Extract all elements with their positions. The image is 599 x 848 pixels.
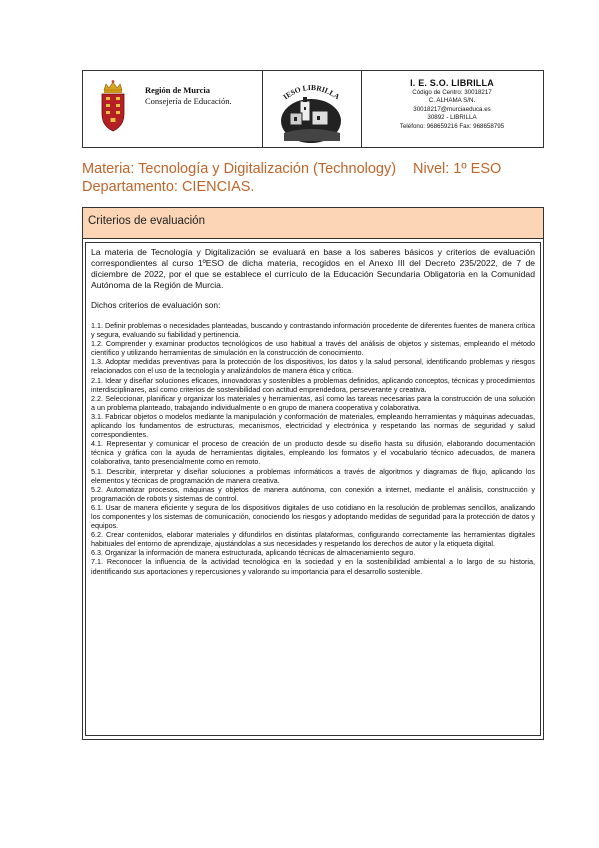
school-name: I. E. S.O. LIBRILLA [410, 78, 494, 88]
criteria-section-header [82, 207, 544, 239]
criterion-item: 5.2. Automatizar procesos, máquinas y objetos de manera autónoma, con conexión a internet, mediante el análisis, construcción y programación de robots y sistemas de control. [91, 484, 535, 503]
svg-text:IESO LIBRILLA [281, 83, 341, 102]
subject-level: Nivel: 1º ESO [413, 161, 502, 177]
region-name: Región de Murcia [145, 85, 211, 95]
school-logo-text: IESO LIBRILLA [281, 82, 342, 102]
school-address: C. ALHAMA S/N. [428, 97, 476, 105]
document-header [82, 70, 544, 148]
subject-heading [82, 160, 502, 196]
subject-department: Departamento: CIENCIAS. [82, 179, 255, 195]
region-department: Consejería de Educación. [145, 96, 232, 106]
criterion-item: 1.1. Definir problemas o necesidades planteadas, buscando y contrastando información procedente de diferentes fuentes de manera crítica y segura, evaluando su fiabilidad y pertinencia. [91, 321, 535, 340]
school-logo-cell [262, 71, 362, 147]
criterion-item: 4.1. Representar y comunicar el proceso de creación de un producto desde su diseño hasta su difusión, elaborando documentación técnica y gráfica con la ayuda de herramientas digitales, empleando los formatos y el vocabulario técnico adecuados, de manera colaborativa, tanto presencialmente como en remoto. [91, 439, 535, 467]
criteria-section-title: Criterios de evaluación [88, 215, 205, 227]
criterion-item: 6.3. Organizar la información de manera estructurada, aplicando técnicas de almacenamiento seguro. [91, 548, 416, 558]
criterion-item: 5.1. Describir, interpretar y diseñar soluciones a problemas informáticos a través de algoritmos y diagramas de flujo, aplicando los elementos y técnicas de programación de manera creativa. [91, 466, 535, 485]
criterion-item: 7.1. Reconocer la influencia de la actividad tecnológica en la sociedad y en la sostenibilidad ambiental a lo largo de su historia, identificando sus aportaciones y repercusiones y valorando su importancia para el desarrollo sostenible. [91, 557, 535, 576]
criterion-item: 3.1. Fabricar objetos o modelos mediante la manipulación y conformación de materiales, empleando herramientas y máquinas adecuadas, aplicando los fundamentos de estructuras, mecanismos, electricidad y electrónica y respetando las normas de seguridad y salud correspondientes. [91, 411, 535, 440]
criterion-item: 1.3. Adoptar medidas preventivas para la protección de los dispositivos, los datos y la salud personal, identificando problemas y riesgos relacionados con el uso de la tecnología y analizándolos de manera ética y crítica. [91, 357, 535, 376]
school-phone: Teléfono: 968659216 Fax: 968658795 [399, 122, 505, 130]
school-email: 30018217@murciaeduca.es [413, 105, 491, 113]
criterion-item: 2.1. Idear y diseñar soluciones eficaces, innovadoras y sostenibles a problemas definidos, aplicando conceptos, técnicas y procedimientos interdisciplinares, así como criterios de sostenibilidad con actitud emprendedora, perseverante y creativa. [91, 375, 535, 394]
school-info [361, 77, 543, 131]
school-info-cell [361, 71, 543, 147]
school-city: 30892 - LIBRILLA [427, 114, 477, 122]
region-murcia-crest-icon [98, 78, 128, 134]
ieso-librilla-logo-icon [270, 75, 353, 145]
criterion-item: 6.1. Usar de manera eficiente y segura de los dispositivos digitales de uso cotidiano en la resolución de problemas sencillos, analizando los componentes y los sistemas de comunicación, conociendo los riesgos y adoptando medidas de seguridad para la protección de datos y equipos. [91, 502, 535, 531]
school-code: Código de Centro: 30018217 [412, 89, 492, 96]
criteria-lead: Dichos criterios de evaluación son: [91, 300, 221, 310]
criteria-intro: La materia de Tecnología y Digitalización se evaluará en base a los saberes básicos y criterios de evaluación correspondientes al curso 1ºESO de dicha materia, recogidos en el Anexo III del Decreto 235/2022, de 7 de diciembre de 2022, por el que se establece el currículo de la Educación Secundaria Obligatoria en la Comunidad Autónoma de la Región de Murcia. [91, 247, 535, 290]
criteria-content [85, 242, 541, 736]
criteria-section-body [82, 239, 544, 740]
subject-materia: Materia: Tecnología y Digitalización (Technology) [82, 161, 397, 177]
criterion-item: 2.2. Seleccionar, planificar y organizar los materiales y herramientas, así como las tareas necesarias para la construcción de una solución a un problema planteado, trabajando individualmente o en grupo de manera cooperativa y colaborativa. [91, 393, 535, 412]
region-cell [83, 71, 263, 147]
criterion-item: 1.2. Comprender y examinar productos tecnológicos de uso habitual a través del análisis de objetos y sistemas, empleando el método científico y utilizando herramientas de simulación en la construcción de conocimiento. [91, 339, 535, 358]
criterion-item: 6.2. Crear contenidos, elaborar materiales y difundirlos en distintas plataformas, configurando correctamente las herramientas digitales habituales del entorno de aprendizaje, ajustándolas a sus necesidades y respetando los derechos de autor y la etiqueta digital. [91, 530, 535, 549]
